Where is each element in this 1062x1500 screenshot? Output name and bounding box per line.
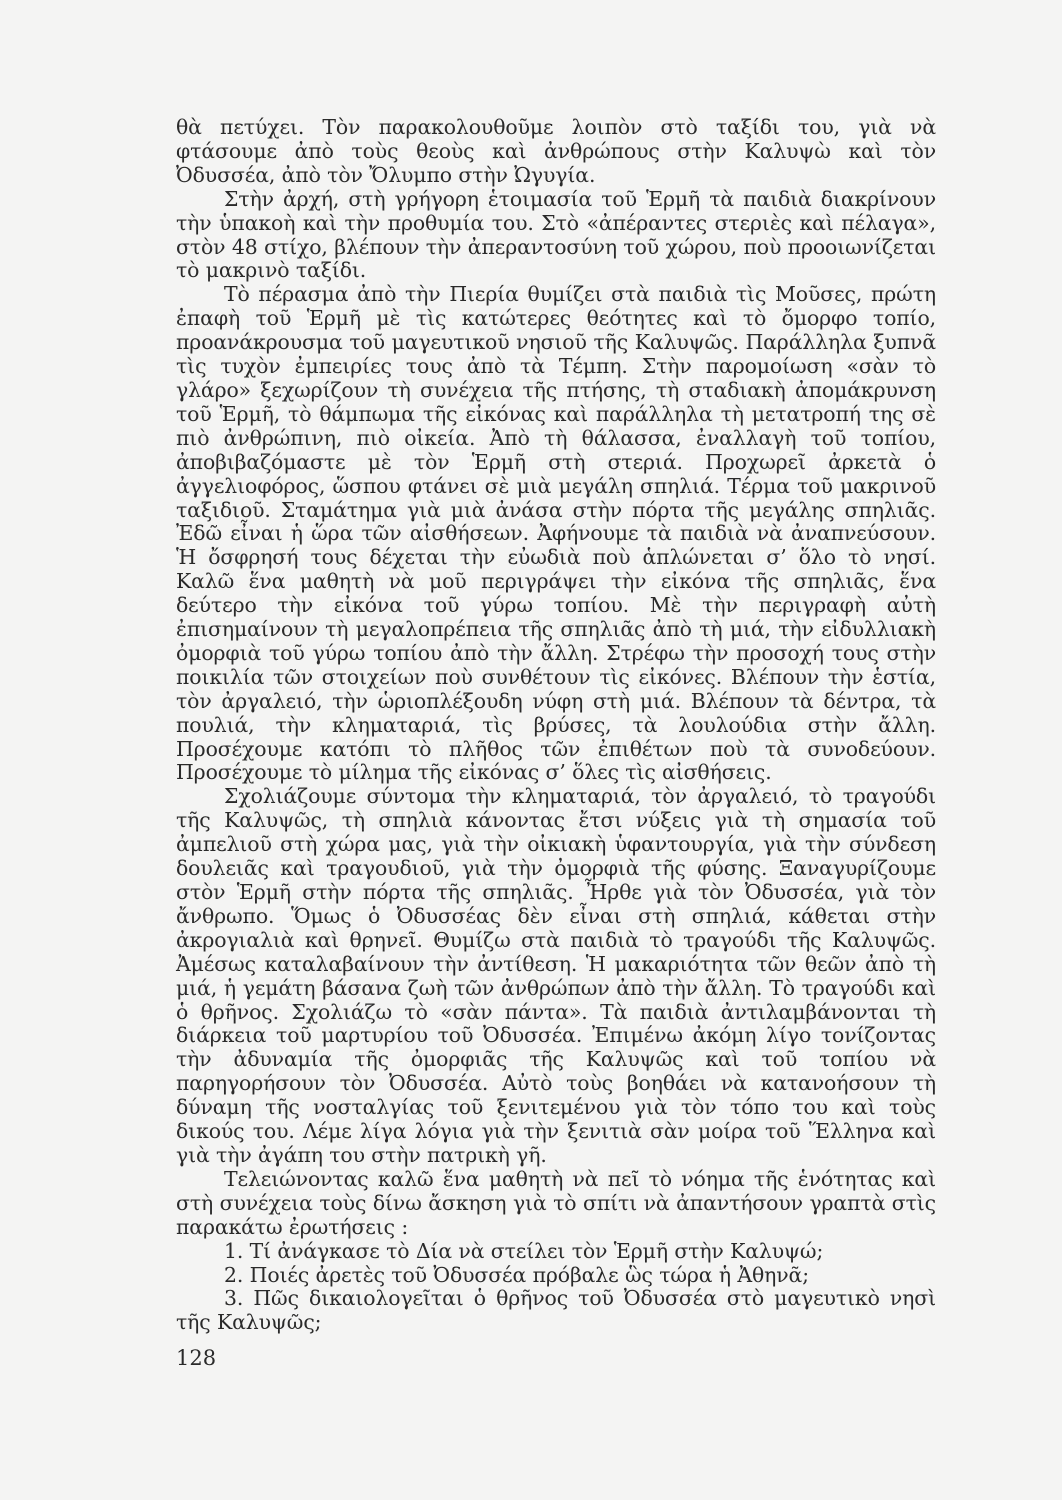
paragraph-4: Σχολιάζουμε σύντομα τὴν κληματαριά, τὸν ἀργαλειό, τὸ τραγούδι τῆς Καλυψῶς, τὴ σπηλιὰ κάνοντας ἔτσι νύξεις γιὰ τὴ σημασία τοῦ ἀμπελιοῦ στὴ χώρα μας, γιὰ τὴν οἰκιακὴ ὑφαντουργία, γιὰ τὴν σύνδεση δουλειᾶς καὶ τραγουδιοῦ, γιὰ τὴν ὀμορφιὰ τῆς φύσης. Ξαναγυρίζουμε στὸν Ἑρμῆ στὴν πόρτα τῆς σπηλιᾶς. Ἦρθε γιὰ τὸν Ὀδυσσέα, γιὰ τὸν ἄνθρωπο. Ὅμως ὁ Ὀδυσσέας δὲν εἶναι στὴ σπηλιά, κάθεται στὴν ἀκρογιαλιὰ καὶ θρηνεῖ. Θυμίζω στὰ παιδιὰ τὸ τραγούδι τῆς Καλυψῶς. Ἀμέσως καταλαβαίνουν τὴν ἀντίθεση. Ἡ μακαριότητα τῶν θεῶν ἀπὸ τὴ μιά, ἡ γεμάτη βάσανα ζωὴ τῶν ἀνθρώπων ἀπὸ τὴν ἄλλη. Τὸ τραγούδι καὶ ὁ θρῆνος. Σχολιάζω τὸ «σὰν πάντα». Τὰ παιδιὰ ἀντιλαμβάνονται τὴ διάρκεια τοῦ μαρτυρίου τοῦ Ὀδυσσέα. Ἐπιμένω ἀκόμη λίγο τονίζοντας τὴν ἀδυναμία τῆς ὀμορφιᾶς τῆς Καλυψῶς καὶ τοῦ τοπίου νὰ παρηγορήσουν τὸν Ὀδυσσέα. Αὐτὸ τοὺς βοηθάει νὰ κατανοήσουν τὴ δύναμη τῆς νοσταλγίας τοῦ ξενιτεμένου γιὰ τὸν τόπο του καὶ τοὺς δικούς του. Λέμε λίγα λόγια γιὰ τὴν ξενιτιὰ σὰν μοίρα τοῦ Ἕλληνα καὶ γιὰ τὴν ἀγάπη του στὴν πατρικὴ γῆ. [176,784,936,1167]
paragraph-2: Στὴν ἀρχή, στὴ γρήγορη ἑτοιμασία τοῦ Ἑρμῆ τὰ παιδιὰ διακρίνουν τὴν ὑπακοὴ καὶ τὴν προθυμία του. Στὸ «ἀπέραντες στεριὲς καὶ πέλαγα», στὸν 48 στίχο, βλέπουν τὴν ἀπεραντοσύνη τοῦ χώρου, ποὺ προοιωνίζεται τὸ μακρινὸ ταξίδι. [176,186,936,283]
paragraph-3: Τὸ πέρασμα ἀπὸ τὴν Πιερία θυμίζει στὰ παιδιὰ τὶς Μοῦσες, πρώτη ἐπαφὴ τοῦ Ἑρμῆ μὲ τὶς κατώτερες θεότητες καὶ τὸ ὄμορφο τοπίο, προανάκρουσμα τοῦ μαγευτικοῦ νησιοῦ τῆς Καλυψῶς. Παράλληλα ξυπνᾶ τὶς τυχὸν ἐμπειρίες τους ἀπὸ τὰ Τέμπη. Στὴν παρομοίωση «σὰν τὸ γλάρο» ξεχωρίζουν τὴ συνέχεια τῆς πτήσης, τὴ σταδιακὴ ἀπομάκρυνση τοῦ Ἑρμῆ, τὸ θάμπωμα τῆς εἰκόνας καὶ παράλληλα τὴ μετατροπή της σὲ πιὸ ἀνθρώπινη, πιὸ οἰκεία. Ἀπὸ τὴ θάλασσα, ἐναλλαγὴ τοῦ τοπίου, ἀποβιβαζόμαστε μὲ τὸν Ἑρμῆ στὴ στεριά. Προχωρεῖ ἀρκετὰ ὁ ἀγγελιοφόρος, ὥσπου φτάνει σὲ μιὰ μεγάλη σπηλιά. Τέρμα τοῦ μακρινοῦ ταξιδιοῦ. Σταμάτημα γιὰ μιὰ ἀνάσα στὴν πόρτα τῆς μεγάλης σπηλιᾶς. Ἐδῶ εἶναι ἡ ὥρα τῶν αἰσθήσεων. Ἀφήνουμε τὰ παιδιὰ νὰ ἀναπνεύσουν. Ἡ ὄσφρησή τους δέχεται τὴν εὐωδιὰ ποὺ ἁπλώνεται σ’ ὅλο τὸ νησί. Καλῶ ἕνα μαθητὴ νὰ μοῦ περιγράψει τὴν εἰκόνα τῆς σπηλιᾶς, ἕνα δεύτερο τὴν εἰκόνα τοῦ γύρω τοπίου. Μὲ τὴν περιγραφὴ αὐτὴ ἐπισημαίνουν τὴ μεγαλοπρέπεια τῆς σπηλιᾶς ἀπὸ τὴ μιά, τὴν εἰδυλλιακὴ ὀμορφιὰ τοῦ γύρω τοπίου ἀπὸ τὴν ἄλλη. Στρέφω τὴν προσοχή τους στὴν ποικιλία τῶν στοιχείων ποὺ συνθέτουν τὶς εἰκόνες. Βλέπουν τὴν ἑστία, τὸν ἀργαλειό, τὴν ὡριοπλέξουδη νύφη στὴ μιά. Βλέπουν τὰ δέντρα, τὰ πουλιά, τὴν κληματαριά, τὶς βρύσες, τὰ λουλούδια στὴν ἄλλη. Προσέχουμε κατόπι τὸ πλῆθος τῶν ἐπιθέτων ποὺ τὰ συνοδεύουν. Προσέχουμε τὸ μίλημα τῆς εἰκόνας σ’ ὅλες τὶς αἰσθήσεις. [176,282,936,785]
body-text [176,116,936,1335]
page-number: 128 [176,1346,217,1370]
question-3: 3. Πῶς δικαιολογεῖται ὁ θρῆνος τοῦ Ὀδυσσέα στὸ μαγευτικὸ νησὶ τῆς Καλυψῶς; [176,1286,936,1335]
question-1: 1. Τί ἀνάγκασε τὸ Δία νὰ στείλει τὸν Ἑρμῆ στὴν Καλυψώ; [224,1238,824,1263]
question-2: 2. Ποιές ἀρετὲς τοῦ Ὀδυσσέα πρόβαλε ὣς τώρα ἡ Ἀθηνᾶ; [224,1262,809,1287]
paragraph-5: Τελειώνοντας καλῶ ἕνα μαθητὴ νὰ πεῖ τὸ νόημα τῆς ἑνότητας καὶ στὴ συνέχεια τοὺς δίνω ἄσκηση γιὰ τὸ σπίτι νὰ ἀπαντήσουν γραπτὰ στὶς παρακάτω ἐρωτήσεις : [176,1166,936,1239]
paragraph-1: θὰ πετύχει. Τὸν παρακολουθοῦμε λοιπὸν στὸ ταξίδι του, γιὰ νὰ φτάσουμε ἀπὸ τοὺς θεοὺς καὶ ἀνθρώπους στὴν Καλυψὼ καὶ τὸν Ὀδυσσέα, ἀπὸ τὸν Ὄλυμπο στὴν Ὠγυγία. [176,115,936,187]
